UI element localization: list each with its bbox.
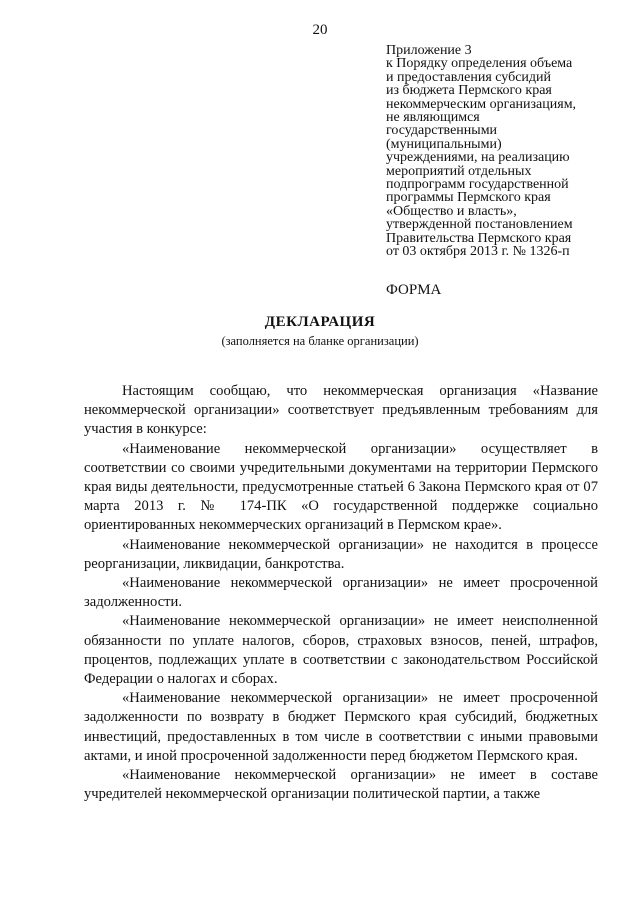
appendix-line: некоммерческим организациям, (386, 96, 577, 112)
appendix-line: Правительства Пермского края (386, 230, 572, 246)
appendix-line: мероприятий отдельных (386, 163, 532, 179)
appendix-line: к Порядку определения объема (386, 56, 573, 72)
appendix-line: «Общество и власть», (386, 203, 517, 219)
body-paragraph: «Наименование некоммерческой организации» не имеет просроченной задолженности. (84, 575, 598, 611)
appendix-line: (муниципальными) (386, 136, 502, 152)
body-paragraph: «Наименование некоммерческой организации» осуществляет в соответствии со своими учредительными документами на территории Пермского края виды деятельности, предусмотренные статьей 6 Закона Пермского края от 07 марта 2013 г. № 174-ПК «О государственной поддержке социально ориентированных некоммерческих организаций в Пермском крае». (84, 440, 598, 534)
page-number: 20 (312, 22, 328, 38)
appendix-line: подпрограмм государственной (386, 177, 569, 193)
document-subtitle: (заполняется на бланке организации) (221, 334, 419, 348)
body-paragraph: «Наименование некоммерческой организации» не имеет просроченной задолженности по возврату в бюджет Пермского края субсидий, бюджетных инвестиций, предоставленных в том числе в соответствии с иными правовыми актами, и иной просроченной задолженности перед бюджетом Пермского края. (84, 690, 598, 764)
body-paragraph: «Наименование некоммерческой организации» не имеет неисполненной обязанности по уплате налогов, сборов, страховых взносов, пеней, штрафов, процентов, подлежащих уплате в соответствии с законодательством Российской Федерации о налогах и сборах. (84, 613, 598, 688)
body-paragraph: «Наименование некоммерческой организации» не находится в процессе реорганизации, ликвидации, банкротства. (84, 536, 598, 572)
body-paragraph: Настоящим сообщаю, что некоммерческая организация «Название некоммерческой организации» соответствует предъявленным требованиям для участия в конкурсе: (84, 383, 598, 438)
appendix-line: не являющимся (386, 110, 480, 126)
appendix-line: Приложение 3 (386, 43, 472, 58)
appendix-line: из бюджета Пермского края (386, 83, 552, 99)
appendix-line: и предоставления субсидий (386, 69, 552, 85)
appendix-line: утвержденной постановлением (386, 217, 573, 233)
appendix-line: программы Пермского края (386, 190, 551, 206)
document-title: ДЕКЛАРАЦИЯ (264, 314, 376, 330)
appendix-header (386, 44, 626, 259)
body-paragraph: «Наименование некоммерческой организации» не имеет в составе учредителей некоммерческой организации политической партии, а также (84, 767, 598, 803)
declaration-body (84, 382, 598, 804)
form-label: ФОРМА (386, 282, 442, 298)
appendix-line: государственными (386, 123, 498, 139)
appendix-line: учреждениями, на реализацию (386, 150, 570, 166)
appendix-line: от 03 октября 2013 г. № 1326-п (386, 244, 570, 260)
